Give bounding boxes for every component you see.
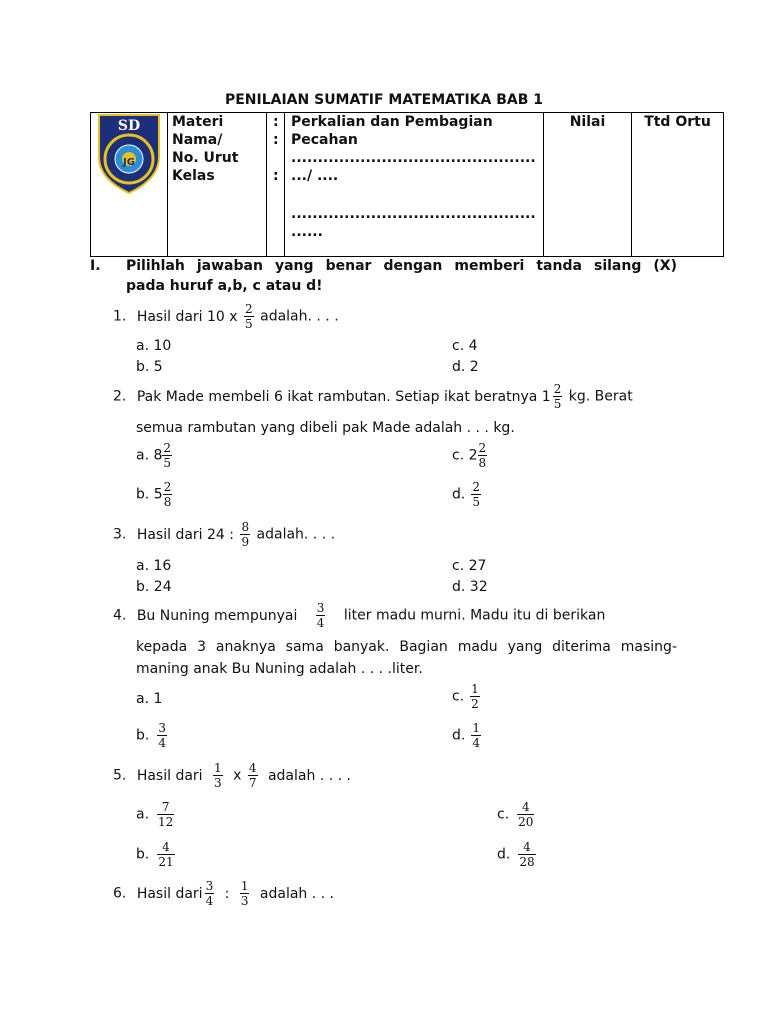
q2-fraction: $\frac{2}{5}$	[553, 382, 562, 411]
header-labels	[168, 113, 267, 257]
q4-option-b[interactable]: b. $\frac{3}{4}$	[136, 721, 166, 750]
nama-dots[interactable]: ..............................................	[291, 150, 536, 166]
q5-operator: x	[233, 767, 242, 784]
q4-fraction: $\frac{3}{4}$	[316, 601, 325, 630]
q2-option-b[interactable]: b. 5 $\frac{2}{8}$	[136, 480, 172, 509]
q6-fraction-2: $\frac{1}{3}$	[240, 879, 249, 908]
q4-number: 4.	[113, 607, 127, 624]
q5-number: 5.	[113, 767, 127, 784]
q5-option-a[interactable]: a. $\frac{7}{12}$	[136, 800, 174, 829]
header-values	[285, 113, 544, 257]
q1-text-end: adalah. . . .	[260, 308, 339, 325]
question-4	[113, 601, 677, 630]
school-logo	[91, 113, 167, 195]
colon-2: :	[273, 132, 279, 148]
ttd-cell	[632, 113, 724, 257]
q1-option-b[interactable]: b. 5	[136, 359, 163, 375]
q4-text-line2: kepada 3 anaknya sama banyak. Bagian madu yang diterima masing-	[136, 639, 677, 655]
page-title: PENILAIAN SUMATIF MATEMATIKA BAB 1	[224, 92, 544, 108]
nilai-label: Nilai	[569, 114, 606, 130]
q4-text: Bu Nuning mempunyai	[136, 607, 298, 624]
q4-option-a[interactable]: a. 1	[136, 691, 163, 707]
q6-operator: :	[224, 885, 230, 902]
q5-fraction-2: $\frac{4}{7}$	[248, 761, 257, 790]
kelas-dots[interactable]: ..............................................	[291, 206, 536, 222]
colon-3	[273, 149, 284, 167]
materi-value: Perkalian dan Pembagian Pecahan	[291, 114, 493, 148]
colon-4: :	[273, 168, 279, 184]
question-2	[113, 382, 633, 411]
q2-option-d[interactable]: d. $\frac{2}{5}$	[452, 480, 480, 509]
q5-option-d[interactable]: d. $\frac{4}{28}$	[497, 840, 535, 869]
q2-text: Pak Made membeli 6 ikat rambutan. Setiap ikat beratnya 1	[136, 388, 551, 405]
no-urut-dots[interactable]: .../ ....	[291, 168, 339, 184]
q3-option-b[interactable]: b. 24	[136, 579, 172, 595]
q5-fraction-1: $\frac{1}{3}$	[214, 761, 222, 790]
kelas-dots-end[interactable]: ......	[291, 224, 323, 240]
q2-text-end: kg. Berat	[568, 388, 633, 405]
question-5	[113, 761, 351, 790]
q5-option-c[interactable]: c. $\frac{4}{20}$	[497, 800, 534, 829]
q6-text-end: adalah . . .	[259, 885, 335, 902]
q1-option-c[interactable]: c. 4	[452, 338, 478, 354]
q3-option-d[interactable]: d. 32	[452, 579, 488, 595]
question-1	[113, 302, 339, 331]
label-kelas: Kelas	[172, 168, 215, 184]
q1-option-d[interactable]: d. 2	[452, 359, 479, 375]
q2-number: 2.	[113, 388, 127, 405]
q4-option-c[interactable]: c. $\frac{1}{2}$	[452, 682, 479, 711]
nilai-cell	[544, 113, 632, 257]
logo-cell	[91, 113, 168, 257]
section-instruction-line2: pada huruf a,b, c atau d!	[126, 278, 323, 294]
q2-option-c[interactable]: c. 2 $\frac{2}{8}$	[452, 441, 487, 470]
q5-text-end: adalah . . . .	[267, 767, 351, 784]
q3-option-a[interactable]: a. 16	[136, 558, 172, 574]
header-colons	[267, 113, 285, 257]
q2-option-a[interactable]: a. 8 $\frac{2}{5}$	[136, 441, 172, 470]
label-materi: Materi	[172, 114, 224, 130]
q6-text: Hasil dari	[136, 885, 203, 902]
q6-fraction-1: $\frac{3}{4}$	[205, 879, 214, 908]
q1-number: 1.	[113, 308, 127, 325]
q5-text: Hasil dari	[136, 767, 203, 784]
q2-text-line2: semua rambutan yang dibeli pak Made adalah . . . kg.	[136, 420, 515, 436]
q1-fraction: $\frac{2}{5}$	[245, 302, 253, 331]
header-table	[90, 112, 724, 257]
q5-option-b[interactable]: b. $\frac{4}{21}$	[136, 840, 174, 869]
question-6	[113, 879, 334, 908]
q3-text-end: adalah. . . .	[256, 526, 336, 543]
q4-text-line3: maning anak Bu Nuning adalah . . . .liter.	[136, 661, 423, 677]
section-roman: I.	[90, 258, 101, 274]
svg-text:JG: JG	[123, 157, 135, 168]
q3-fraction: $\frac{8}{9}$	[241, 520, 250, 549]
q3-option-c[interactable]: c. 27	[452, 558, 487, 574]
colon-1: :	[273, 114, 279, 130]
q4-option-d[interactable]: d. $\frac{1}{4}$	[452, 721, 480, 750]
q3-number: 3.	[113, 526, 127, 543]
label-nama: Nama/	[172, 132, 223, 148]
q4-text-end: liter madu murni. Madu itu di berikan	[343, 607, 606, 624]
label-no-urut: No. Urut	[172, 150, 239, 166]
ttd-label: Ttd Ortu	[644, 114, 711, 130]
section-instruction-line1: Pilihlah jawaban yang benar dengan memberi tanda silang (X)	[126, 258, 677, 274]
q3-text: Hasil dari 24 :	[136, 526, 234, 543]
logo-sd-text: SD	[117, 118, 141, 134]
question-3	[113, 520, 335, 549]
q1-option-a[interactable]: a. 10	[136, 338, 172, 354]
q1-text: Hasil dari 10 x	[136, 308, 238, 325]
q6-number: 6.	[113, 885, 127, 902]
